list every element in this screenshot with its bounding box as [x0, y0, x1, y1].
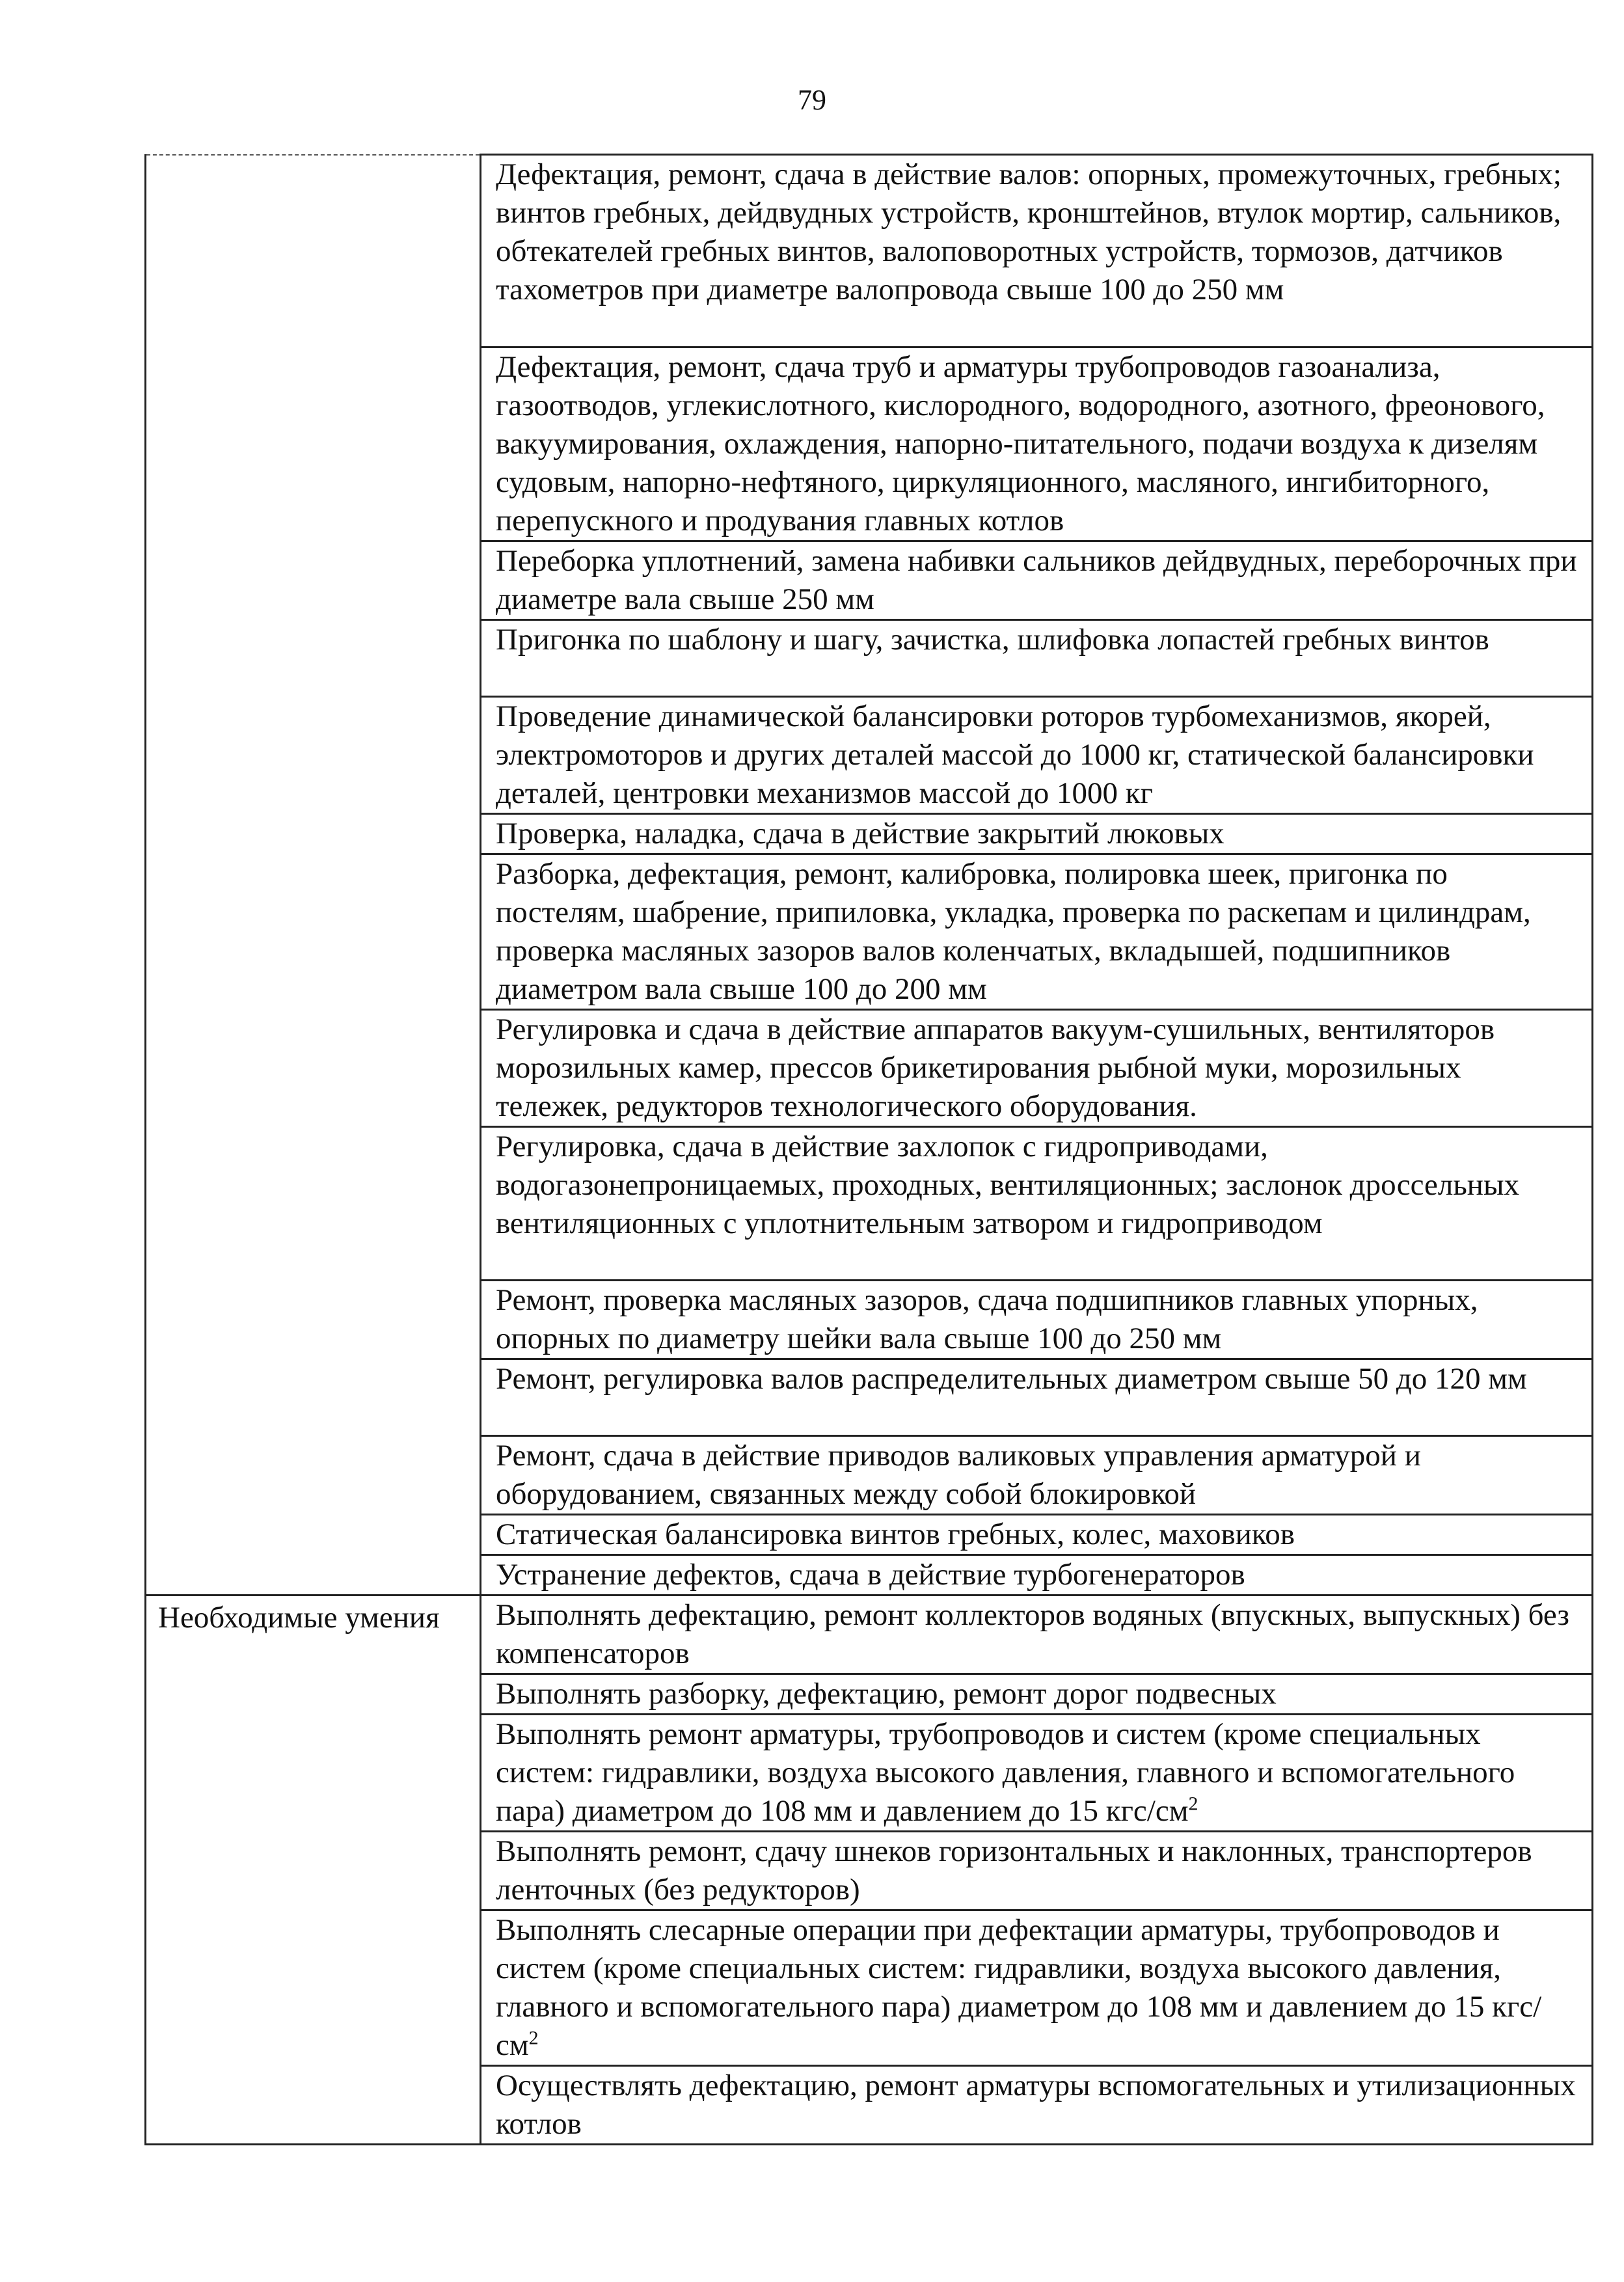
table-cell: [481, 1715, 1593, 1832]
table-cell: [481, 1127, 1593, 1281]
table-cell: [481, 1555, 1593, 1596]
table-cell: [481, 620, 1593, 697]
table-cell: [481, 1436, 1593, 1515]
cell-text: Устранение дефектов, сдача в действие турбогенераторов: [496, 1558, 1245, 1592]
cell-text: Статическая балансировка винтов гребных, колес, маховиков: [496, 1517, 1295, 1551]
table-cell: [481, 1515, 1593, 1555]
table-row: [146, 1596, 1593, 1674]
table-cell: [481, 854, 1593, 1010]
table-cell: [481, 2066, 1593, 2145]
superscript: 2: [1188, 1793, 1198, 1815]
empty-label-cell: [146, 155, 481, 1596]
superscript: 2: [528, 2027, 539, 2049]
cell-text: Ремонт, регулировка валов распределительных диаметром свыше 50 до 120 мм: [496, 1362, 1527, 1396]
table-cell: [481, 1596, 1593, 1674]
table-cell: [481, 155, 1593, 347]
cell-text: Регулировка, сдача в действие захлопок с гидроприводами, водогазонепроницаемых, проходных, вентиляционных; заслонок дроссельных вентиляционных с уплотнительным затвором и гидроприводом: [496, 1130, 1520, 1240]
cell-text: Проверка, наладка, сдача в действие закрытий люковых: [496, 817, 1225, 850]
table-cell: [481, 1674, 1593, 1715]
table-cell: [481, 814, 1593, 854]
cell-text: Переборка уплотнений, замена набивки сальников дейдвудных, переборочных при диаметре вала свыше 250 мм: [496, 544, 1577, 616]
cell-text: Выполнять дефектацию, ремонт коллекторов водяных (впускных, выпускных) без компенсаторов: [496, 1598, 1569, 1670]
cell-text: Проведение динамической балансировки роторов турбомеханизмов, якорей, электромоторов и других деталей массой до 1000 кг, статической балансировки деталей, центровки механизмов массой до 1000 кг: [496, 700, 1534, 810]
cell-text: Дефектация, ремонт, сдача в действие валов: опорных, промежуточных, гребных; винтов гребных, дейдвудных устройств, кронштейнов, втулок мортир, сальников, обтекателей гребных винтов, валоповоротных устройств, тормозов, датчиков тахометров при диаметре валопровода свыше 100 до 250 мм: [496, 157, 1562, 306]
table-cell: [481, 1910, 1593, 2066]
cell-text: Ремонт, сдача в действие приводов валиковых управления арматурой и оборудованием, связанных между собой блокировкой: [496, 1439, 1421, 1511]
cell-text: Осуществлять дефектацию, ремонт арматуры вспомогательных и утилизационных котлов: [496, 2069, 1576, 2141]
table-cell: [481, 541, 1593, 620]
cell-text: Ремонт, проверка масляных зазоров, сдача подшипников главных упорных, опорных по диаметру шейки вала свыше 100 до 250 мм: [496, 1283, 1478, 1355]
table-cell: [481, 347, 1593, 541]
cell-text: Выполнять слесарные операции при дефектации арматуры, трубопроводов и систем (кроме специальных систем: гидравлики, воздуха высокого давления, главного и вспомогательного пара) диаметром до 108 мм и давлением до 15 кгс/см: [496, 1913, 1542, 2062]
competency-table: [144, 154, 1593, 2145]
table-row: [146, 155, 1593, 347]
table-cell: [481, 1832, 1593, 1910]
cell-text: Дефектация, ремонт, сдача труб и арматуры трубопроводов газоанализа, газоотводов, углекислотного, кислородного, водородного, азотного, фреонового, вакуумирования, охлаждения, напорно-питательного, подачи воздуха к дизелям судовым, напорно-нефтяного, циркуляционного, масляного, ингибиторного, перепускного и продувания главных котлов: [496, 350, 1545, 537]
cell-text: Выполнять ремонт арматуры, трубопроводов и систем (кроме специальных систем: гидравлики, воздуха высокого давления, главного и вспомогательного пара) диаметром до 108 мм и давлением до 15 кгс/см: [496, 1717, 1515, 1828]
cell-text: Выполнять ремонт, сдачу шнеков горизонтальных и наклонных, транспортеров ленточных (без редукторов): [496, 1834, 1532, 1907]
page-number: 79: [798, 84, 826, 116]
cell-text-with-superscript: [481, 1715, 1591, 1830]
cell-text: Регулировка и сдача в действие аппаратов вакуум-сушильных, вентиляторов морозильных камер, прессов брикетирования рыбной муки, морозильных тележек, редукторов технологического оборудования.: [496, 1012, 1495, 1123]
section-label-cell: [146, 1596, 481, 2145]
cell-text: Пригонка по шаблону и шагу, зачистка, шлифовка лопастей гребных винтов: [496, 623, 1489, 657]
cell-text: Разборка, дефектация, ремонт, калибровка, полировка шеек, пригонка по постелям, шабрение, припиловка, укладка, проверка по раскепам и цилиндрам, проверка масляных зазоров валов коленчатых, вкладышей, подшипников диаметром вала свыше 100 до 200 мм: [496, 857, 1531, 1006]
table-cell: [481, 697, 1593, 814]
section-label: Необходимые умения: [158, 1601, 440, 1635]
cell-text-with-superscript: [481, 1911, 1591, 2065]
table-cell: [481, 1281, 1593, 1359]
cell-text: Выполнять разборку, дефектацию, ремонт дорог подвесных: [496, 1677, 1277, 1711]
table-cell: [481, 1359, 1593, 1436]
table-cell: [481, 1010, 1593, 1127]
